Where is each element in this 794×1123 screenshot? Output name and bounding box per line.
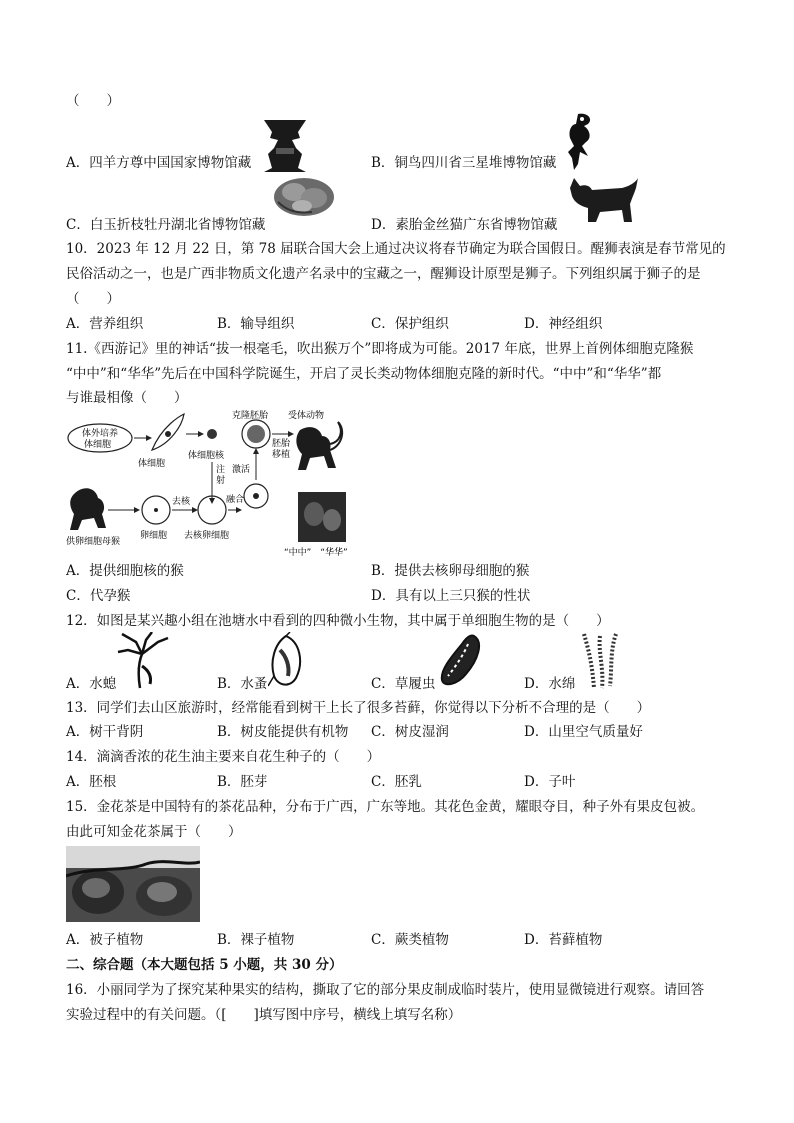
- q11-option-a: A．提供细胞核的猴: [66, 563, 184, 579]
- label-donor: 供卵细胞母猴: [66, 537, 121, 547]
- somatic-nucleus: [207, 429, 217, 439]
- section2-title: 二、综合题（本大题包括 5 小题，共 30 分）: [66, 957, 343, 973]
- q11-stem-line1: 11.《西游记》里的神话“拔一根毫毛，吹出猴万个”即将成为可能。2017 年底，世界上首例体细胞克隆猴: [66, 341, 694, 357]
- q16-stem-line1: 16．小丽同学为了探究某种果实的结构，撕取了它的部分果皮制成临时装片，使用显微镜进行观察。请回答: [66, 982, 705, 998]
- label-fuse: 融合: [226, 495, 245, 505]
- q14-option-a: A．胚根: [66, 774, 117, 790]
- q15-option-c: C．蕨类植物: [371, 932, 449, 948]
- label-nucleus: 体细胞核: [188, 451, 225, 461]
- q11-stem-line3: 与谁最相像（ ）: [66, 390, 188, 406]
- q13-option-a: A．树干背阴: [66, 724, 144, 740]
- q9-option-a: A．四羊方尊中国国家博物馆藏: [66, 155, 252, 171]
- spirogyra-image: [580, 632, 620, 690]
- label-somatic: 体细胞: [138, 459, 166, 469]
- q12-option-c: C．草履虫: [371, 676, 436, 692]
- q12-option-a: A．水螅: [66, 676, 117, 692]
- hydra-image: [116, 632, 170, 690]
- q12-stem: 12．如图是某兴趣小组在池塘水中看到的四种微小生物，其中属于单细胞生物的是（ ）: [66, 613, 610, 629]
- q15-stem-line1: 15．金花茶是中国特有的茶花品种，分布于广西，广东等地。其花色金黄，耀眼夺目，种子外有果皮包被。: [66, 799, 705, 815]
- paramecium-image: [438, 632, 486, 688]
- q13-option-c: C．树皮湿润: [371, 724, 449, 740]
- q10-paren: （ ）: [66, 291, 120, 307]
- q11-option-d: D．具有以上三只猴的性状: [371, 588, 531, 604]
- label-clone-embryo: 克隆胚胎: [232, 411, 269, 421]
- q15-option-d: D．苔藓植物: [524, 932, 603, 948]
- q14-option-c: C．胚乳: [371, 774, 422, 790]
- label-enucleate: 去核: [172, 497, 191, 507]
- q14-option-d: D．子叶: [524, 774, 576, 790]
- q14-stem: 14．滴滴香浓的花生油主要来自花生种子的（ ）: [66, 749, 381, 765]
- camellia-photo: [66, 846, 200, 922]
- label-culture: 体外培养: [82, 429, 119, 439]
- q12-option-d: D．水绵: [524, 676, 576, 692]
- q11-option-c: C．代孕猴: [66, 588, 131, 604]
- q10-stem-line2: 民俗活动之一，也是广西非物质文化遗产名录中的宝藏之一，醒狮设计原型是狮子。下列组织属于狮子的是: [66, 266, 701, 282]
- label-transfer: 胚胎: [272, 439, 291, 449]
- label-inject2: 射: [216, 476, 226, 486]
- q9-option-d: D．素胎金丝猫广东省博物馆藏: [371, 217, 558, 233]
- q9-option-c: C．白玉折枝牡丹湖北省博物馆藏: [66, 217, 266, 233]
- q11-stem-line2: “中中”和“华华”先后在中国科学院诞生，开启了灵长类动物体细胞克隆的新时代。“中中”和“华华”都: [66, 366, 662, 382]
- q10-option-b: B．输导组织: [217, 316, 295, 332]
- q13-option-b: B．树皮能提供有机物: [217, 724, 349, 740]
- q13-stem: 13．同学们去山区旅游时，经常能看到树干上长了很多苔藓，你觉得以下分析不合理的是（ ）: [66, 700, 651, 716]
- q16-stem-line2: 实验过程中的有关问题。（[ ]填写图中序号，横线上填写名称）: [66, 1007, 462, 1023]
- bronze-zun-image: [262, 118, 308, 174]
- q14-option-b: B．胚芽: [217, 774, 268, 790]
- q10-option-a: A．营养组织: [66, 316, 144, 332]
- label-names: “中中” “华华”: [284, 548, 348, 558]
- q9-paren: （ ）: [66, 93, 120, 109]
- q11-option-b: B．提供去核卵母细胞的猴: [371, 563, 530, 579]
- recipient-monkey: [296, 427, 336, 470]
- label-culture2: 体细胞: [84, 440, 112, 450]
- donor-monkey: [70, 488, 106, 530]
- daphnia-image: [268, 632, 306, 688]
- q15-option-a: A．被子植物: [66, 932, 144, 948]
- q15-option-b: B．裸子植物: [217, 932, 295, 948]
- label-inject: 注: [216, 465, 226, 475]
- label-recipient: 受体动物: [288, 411, 325, 421]
- jade-peony-image: [272, 176, 336, 218]
- label-transfer2: 移植: [272, 450, 291, 460]
- q15-stem-line2: 由此可知金花茶属于（ ）: [66, 824, 242, 840]
- q12-option-b: B．水蚤: [217, 676, 268, 692]
- label-enucleated-egg: 去核卵细胞: [184, 531, 230, 541]
- cloning-diagram: [66, 410, 356, 560]
- q10-option-d: D．神经组织: [524, 316, 603, 332]
- q10-option-c: C．保护组织: [371, 316, 449, 332]
- q10-stem-line1: 10．2023 年 12 月 22 日，第 78 届联合国大会上通过决议将春节确定为联合国假日。醒狮表演是春节常见的: [66, 241, 726, 257]
- bronze-bird-image: [564, 112, 598, 172]
- ceramic-cat-image: [566, 174, 640, 224]
- label-activate: 激活: [232, 465, 251, 475]
- label-egg: 卵细胞: [140, 531, 168, 541]
- q13-option-d: D．山里空气质量好: [524, 724, 643, 740]
- q9-option-b: B．铜鸟四川省三星堆博物馆藏: [371, 155, 557, 171]
